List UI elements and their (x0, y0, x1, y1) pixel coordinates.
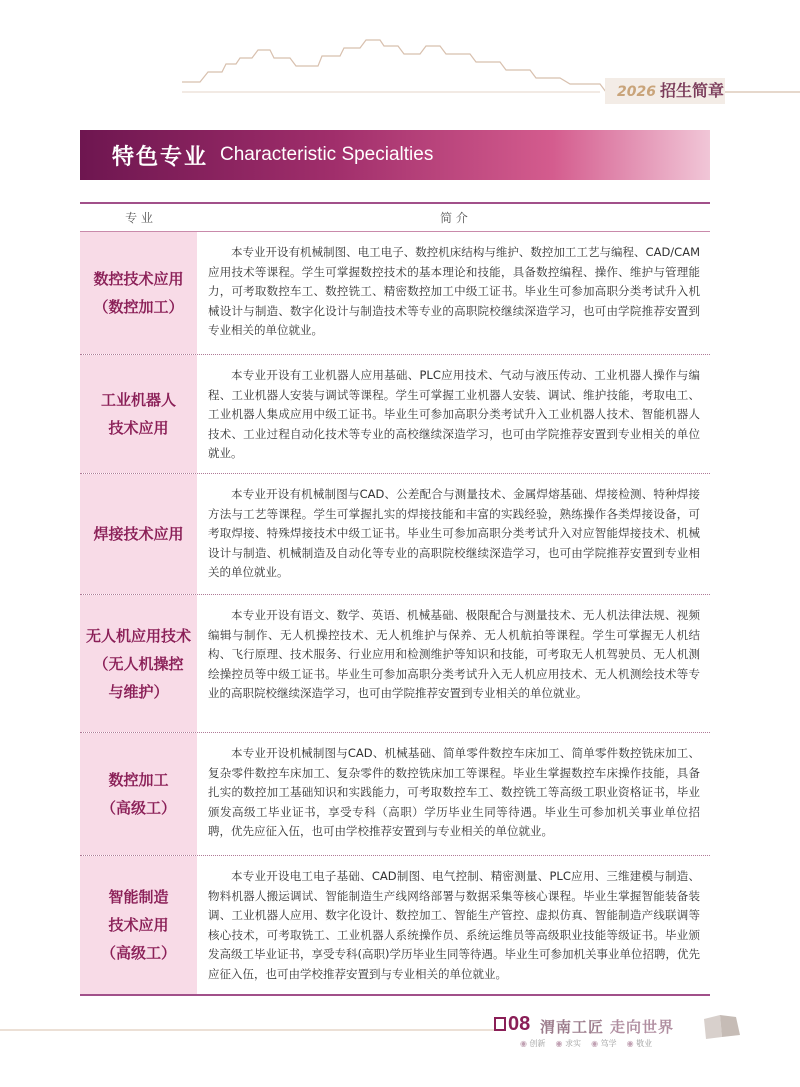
column-header-major: 专 业 (125, 211, 153, 225)
major-description: 本专业开设有语文、数学、英语、机械基础、极限配合与测量技术、无人机法律法规、视频编辑与制作、无人机操控技术、无人机维护与保养、无人机航拍等课程。学生可掌握无人机结构、飞行原理、技术服务、行业应用和检测维护等知识和技能，可考取无人机驾驶员、无人机测绘操控员等中级工证书。毕业生可参加高职分类考试升入无人机应用技术、无人机测绘技术等专业的高职院校继续深造学习，也可由学院推荐安置到专业相关的单位就业。 (208, 608, 700, 700)
table-row (80, 232, 710, 355)
major-name (80, 355, 198, 473)
major-name-line: （高级工） (100, 799, 176, 817)
major-name (80, 733, 198, 855)
major-name-line: 无人机应用技术 (85, 626, 191, 645)
major-description: 本专业开设机械制图与CAD、机械基础、简单零件数控车床加工、简单零件数控铣床加工、复杂零件数控车床加工、复杂零件的数控铣床加工等课程。毕业生掌握数控车床操作技能，具备扎实的数控加工基础知识和实践能力，可考取数控车工、数控铣工等高级工职业资格证书，毕业颁发高级工毕业证书，享受专科（高职）学历毕业生同等待遇。毕业生可参加机关事业单位招聘，优先应征入伍，也可由学校推荐安置到与专业相关的单位就业。 (208, 746, 700, 838)
footer-slogan-1: 渭南工匠 (540, 1018, 605, 1036)
page-number: 08 (508, 1013, 531, 1035)
footer-value: ◉ 敬业 (627, 1038, 653, 1049)
major-name-line: （高级工） (100, 944, 176, 962)
major-name-line: 数控技术应用 (93, 270, 184, 288)
banner-title-cn: 特色专业 (112, 144, 209, 170)
header-brand-title: 招生简章 (659, 81, 724, 100)
footer-slogan (540, 1016, 674, 1037)
major-name-line: 技术应用 (108, 916, 169, 934)
major-name-line: 与维护） (108, 682, 169, 701)
major-name-line: 智能制造 (108, 888, 169, 906)
major-name (80, 474, 198, 594)
footer-value: ◉ 笃学 (591, 1038, 617, 1049)
section-banner (80, 130, 710, 180)
table-row (80, 355, 710, 474)
major-name-line: 技术应用 (108, 419, 169, 437)
major-description: 本专业开设有机械制图与CAD、公差配合与测量技术、金属焊熔基础、焊接检测、特种焊接方法与工艺等课程。学生可掌握扎实的焊接技能和丰富的实践经验，熟练操作各类焊接设备，可考取焊接、特殊焊接技术中级工证书。毕业生可参加高职分类考试升入对应智能焊接技术、机械设计与制造、机械制造及自动化等专业的高职院校继续深造学习，也可由学院推荐安置到专业相关的单位就业。 (208, 487, 700, 579)
major-name-line: 数控加工 (108, 771, 169, 789)
footer-value: ◉ 求实 (556, 1038, 582, 1049)
footer-divider-line (0, 1020, 500, 1040)
table-header (80, 204, 710, 232)
footer-value: ◉ 创新 (520, 1038, 546, 1049)
table-row (80, 595, 710, 733)
specialties-table (80, 202, 710, 996)
major-name (80, 595, 198, 732)
major-description: 本专业开设有机械制图、电工电子、数控机床结构与维护、数控加工工艺与编程、CAD/CAM 应用技术等课程。学生可掌握数控技术的基本理论和技能，具备数控编程、操作、维护与管理能力，可考取数控车工、数控铣工、精密数控加工中级工证书。毕业生可参加高职分类考试升入机械设计与制造、数字化设计与制造技术等专业的高职院校继续深造学习，也可由学院推荐安置到专业相关的单位就业。 (208, 245, 700, 337)
table-row (80, 733, 710, 856)
table-row (80, 856, 710, 996)
footer-values (520, 1038, 652, 1049)
major-name (80, 232, 198, 354)
major-name-line: 工业机器人 (100, 391, 176, 409)
major-description: 本专业开设有工业机器人应用基础、PLC应用技术、气动与液压传动、工业机器人操作与编程、工业机器人安装与调试等课程。学生可掌握工业机器人安装、调试、维护技能，考取电工、工业机器人集成应用中级工证书。毕业生可参加高职分类考试升入工业机器人技术、智能机器人技术、工业过程自动化技术等专业的高校继续深造学习，也可由学院推荐安置到专业相关的单位就业。 (208, 368, 700, 460)
major-name (80, 856, 198, 994)
brochure-brand (617, 78, 724, 101)
banner-title-en: Characteristic Specialties (220, 144, 434, 165)
major-description: 本专业开设电工电子基础、CAD制图、电气控制、精密测量、PLC应用、三维建模与制造、物料机器人搬运调试、智能制造生产线网络部署与数据采集等核心课程。毕业生掌握智能装备装调、工业机器人应用、数字化设计、数控加工、智能生产管控、虚拟仿真、智能制造产线联调等核心技术，可考取铣工、工业机器人系统操作员、系统运维员等高级职业技能等级证书。毕业颁发高级工毕业证书，享受专科(高职)学历毕业生同等待遇。毕业生可参加机关事业单位招聘，优先应征入伍，也可由学校推荐安置到与专业相关的单位就业。 (208, 869, 700, 981)
footer-slogan-2: 走向世界 (610, 1018, 675, 1036)
book-icon (702, 1013, 742, 1041)
page-footer (508, 1013, 728, 1053)
page-marker-icon (494, 1017, 506, 1031)
table-row (80, 474, 710, 595)
header-year: 2026 (617, 84, 656, 100)
column-header-desc: 简 介 (440, 211, 468, 225)
major-name-line: 焊接技术应用 (93, 525, 184, 543)
major-name-line: （数控加工） (93, 298, 184, 316)
major-name-line: （无人机操控 (93, 654, 184, 673)
